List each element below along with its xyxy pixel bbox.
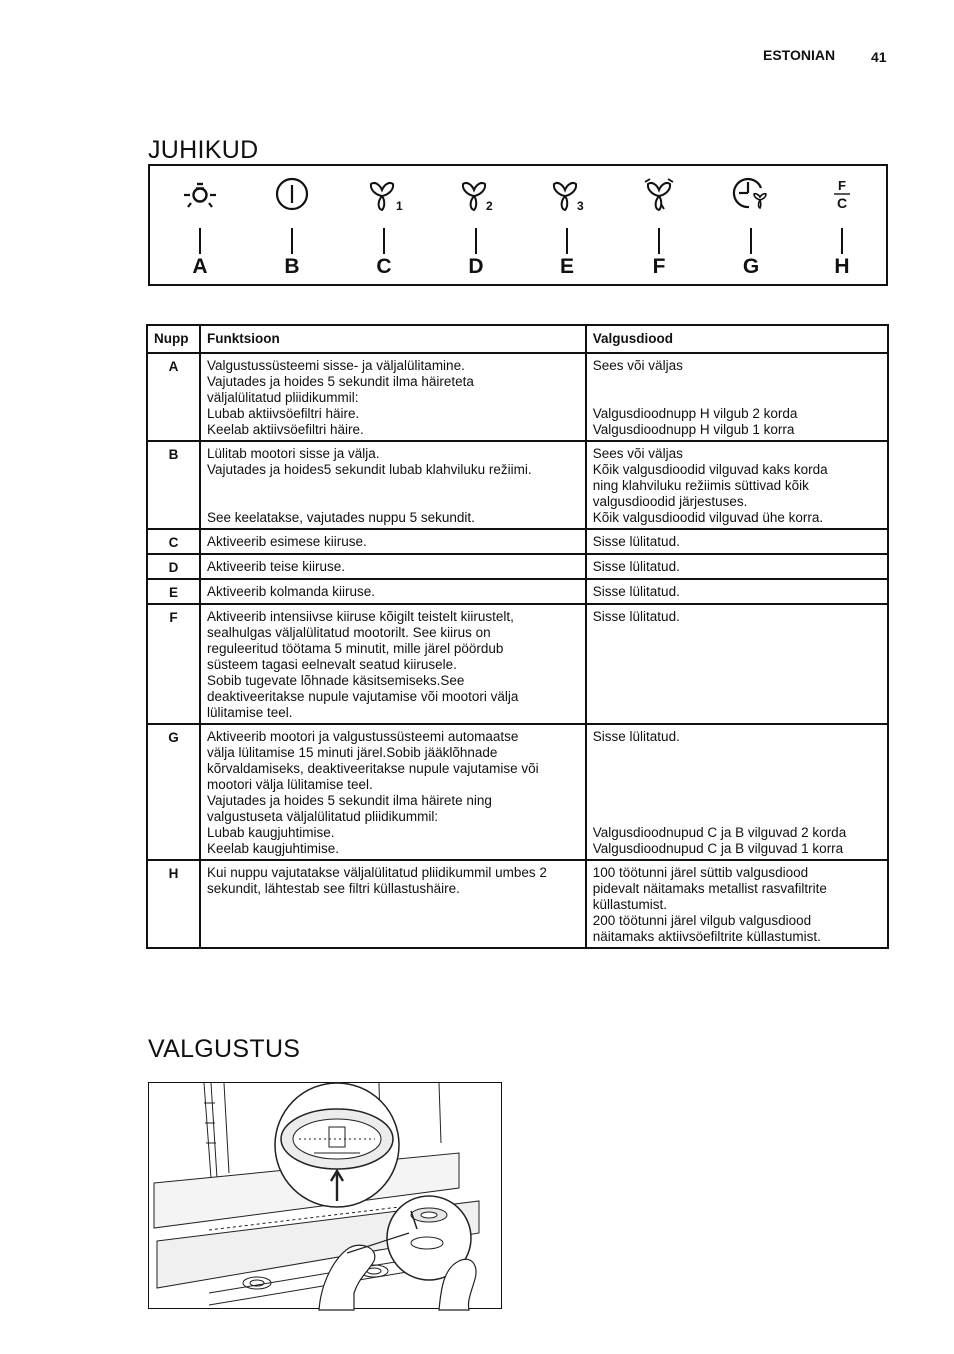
header-key: Nupp	[147, 325, 200, 353]
row-key: D	[147, 554, 200, 579]
row-led: Sisse lülitatud.	[586, 579, 888, 604]
row-function: Aktiveerib teise kiiruse.	[200, 554, 586, 579]
row-led: Sees või väljas Kõik valgusdioodid vilguvad kaks korda ning klahviluku režiimis süttivad kõik valgusdioodid järjestuses. Kõik valgusdioodid vilguvad ühe korra.	[586, 441, 888, 529]
svg-text:C: C	[836, 195, 848, 211]
row-function: Aktiveerib intensiivse kiiruse kõigilt teistelt kiirustelt, sealhulgas väljalülitatud mootorilt. See kiirus on reguleeritud töötama 5 minutit, mille järel pöördub süsteem tagasi eelnevalt seatud kiirusele. Sobib tugevate lõhnade käsitsemiseks.See deaktiveeritakse nupule vajutamise või mootori välja lülitamise teel.	[200, 604, 586, 724]
row-led: Sisse lülitatud.	[586, 554, 888, 579]
lighting-title: VALGUSTUS	[148, 1035, 301, 1063]
lamp-replacement-illustration	[148, 1082, 502, 1309]
button-letter-c: C	[376, 255, 392, 278]
fan-intensive-icon	[641, 176, 677, 212]
control-button-h[interactable]	[812, 166, 872, 284]
page-number: 41	[871, 49, 887, 65]
row-function: Aktiveerib kolmanda kiiruse.	[200, 579, 586, 604]
row-function: Lülitab mootori sisse ja välja. Vajutades ja hoides5 sekundit lubab klahviluku režiimi. See keelatakse, vajutades nuppu 5 sekundit.	[200, 441, 586, 529]
header-led: Valgusdiood	[586, 325, 888, 353]
timer-fan-icon	[733, 176, 769, 212]
control-button-e[interactable]	[537, 166, 597, 284]
svg-text:2: 2	[486, 199, 493, 213]
table-row	[147, 529, 888, 554]
row-function: Kui nuppu vajutatakse väljalülitatud pliidikummil umbes 2 sekundit, lähtestab see filtri küllastushäire.	[200, 860, 586, 948]
control-button-b[interactable]	[262, 166, 322, 284]
button-letter-h: H	[834, 255, 850, 278]
svg-text:1: 1	[396, 199, 403, 213]
table-header-row	[147, 325, 888, 353]
fan-speed-1-icon	[366, 176, 402, 212]
row-led: Sisse lülitatud. Valgusdioodnupud C ja B vilguvad 2 korda Valgusdioodnupud C ja B vilguvad 1 korra	[586, 724, 888, 860]
row-function: Aktiveerib mootori ja valgustussüsteemi automaatse välja lülitamise 15 minuti järel.Sobib jääklõhnade kõrvaldamiseks, deaktiveeritakse nupule vajutamise või mootori välja lülitamise teel. Vajutades ja hoides 5 sekundit ilma häirete ning valgustuseta väljalülitatud pliidikummil: Lubab kaugjuhtimise. Keelab kaugjuhtimise.	[200, 724, 586, 860]
button-letter-f: F	[652, 255, 666, 278]
row-led: Sisse lülitatud.	[586, 604, 888, 724]
controls-table	[146, 324, 889, 949]
filter-clean-icon	[824, 176, 860, 212]
control-panel	[148, 164, 888, 286]
row-function: Valgustussüsteemi sisse- ja väljalülitamine. Vajutades ja hoides 5 sekundit ilma häireteta väljalülitatud pliidikummil: Lubab aktiivsöefiltri häire. Keelab aktiivsöefiltri häire.	[200, 353, 586, 441]
row-led: 100 töötunni järel süttib valgusdiood pidevalt näitamaks metallist rasvafiltrite küllastumist. 200 töötunni järel vilgub valgusdiood näitamaks aktiivsöefiltrite küllastumist.	[586, 860, 888, 948]
control-button-f[interactable]	[629, 166, 689, 284]
svg-text:3: 3	[577, 199, 584, 213]
header-language: ESTONIAN	[763, 47, 836, 63]
table-row	[147, 604, 888, 724]
fan-speed-2-icon	[458, 176, 494, 212]
button-letter-g: G	[742, 255, 760, 278]
row-key: F	[147, 604, 200, 724]
table-row	[147, 441, 888, 529]
row-function: Aktiveerib esimese kiiruse.	[200, 529, 586, 554]
row-key: G	[147, 724, 200, 860]
control-button-d[interactable]	[446, 166, 506, 284]
table-row	[147, 860, 888, 948]
table-row	[147, 579, 888, 604]
table-row	[147, 724, 888, 860]
row-led: Sees või väljas Valgusdioodnupp H vilgub 2 korda Valgusdioodnupp H vilgub 1 korra	[586, 353, 888, 441]
row-key: A	[147, 353, 200, 441]
button-letter-b: B	[284, 255, 300, 278]
svg-text:F: F	[838, 178, 846, 193]
power-icon	[274, 176, 310, 212]
row-key: H	[147, 860, 200, 948]
control-button-a[interactable]	[170, 166, 230, 284]
fan-speed-3-icon	[549, 176, 585, 212]
table-row	[147, 353, 888, 441]
row-key: C	[147, 529, 200, 554]
hood-lamp-drawing	[149, 1083, 503, 1310]
button-letter-a: A	[192, 255, 208, 278]
button-letter-e: E	[559, 255, 574, 278]
button-letter-d: D	[468, 255, 484, 278]
header-function: Funktsioon	[200, 325, 586, 353]
row-key: E	[147, 579, 200, 604]
light-icon	[182, 176, 218, 212]
control-button-g[interactable]	[721, 166, 781, 284]
row-key: B	[147, 441, 200, 529]
control-button-c[interactable]	[354, 166, 414, 284]
controls-title: JUHIKUD	[148, 136, 259, 164]
table-row	[147, 554, 888, 579]
row-led: Sisse lülitatud.	[586, 529, 888, 554]
